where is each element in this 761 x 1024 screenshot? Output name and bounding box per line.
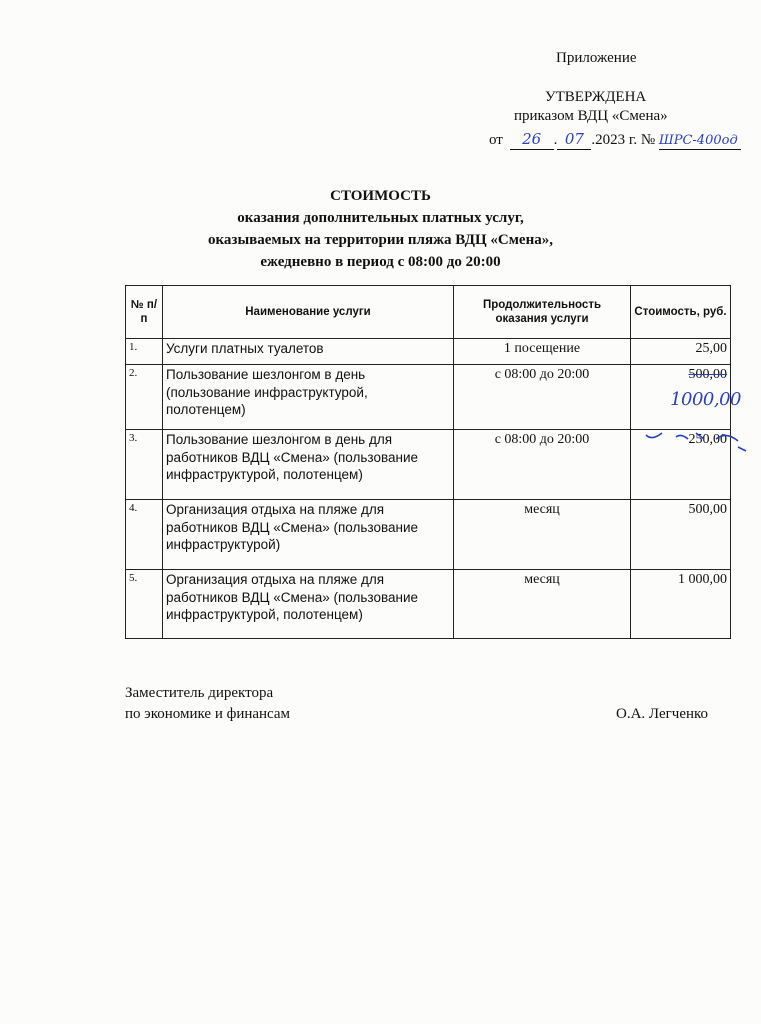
- row-cost: 25,00: [631, 339, 731, 365]
- row-num: 5.: [126, 570, 163, 639]
- approved-label: УТВЕРЖДЕНА: [545, 89, 647, 105]
- row-cost: 1 000,00: [631, 570, 731, 639]
- services-table: [125, 285, 741, 639]
- table-row: [126, 365, 731, 430]
- order-number-handwritten: ШРС-400од: [658, 133, 738, 148]
- col-header-num: № п/п: [126, 286, 163, 339]
- date-prefix: от: [489, 132, 503, 148]
- date-month-field: [557, 130, 591, 150]
- handwritten-scribble-mark: [636, 425, 754, 455]
- doc-subtitle-2: оказываемых на территории пляжа ВДЦ «Смена»,: [208, 232, 553, 248]
- table-row: [126, 570, 731, 639]
- row-duration: с 08:00 до 20:00: [454, 365, 631, 430]
- row-cost: 500,00: [631, 500, 731, 570]
- day-handwritten: 26: [522, 130, 542, 148]
- row-num: 2.: [126, 365, 163, 430]
- doc-subtitle-3: ежедневно в период с 08:00 до 20:00: [260, 254, 501, 270]
- row-num: 4.: [126, 500, 163, 570]
- signer-name: О.А. Легченко: [616, 706, 709, 722]
- signer-position-line1: Заместитель директора: [125, 685, 274, 701]
- doc-subtitle-1: оказания дополнительных платных услуг,: [237, 210, 524, 226]
- row-name: Услуги платных туалетов: [163, 339, 454, 365]
- month-handwritten: 07: [564, 130, 584, 148]
- col-header-duration: Продолжительность оказания услуги: [454, 286, 631, 339]
- table-header-row: [126, 286, 731, 339]
- signer-position-line2: по экономике и финансам: [125, 706, 291, 722]
- row-name: Пользование шезлонгом в день для работников ВДЦ «Смена» (пользование инфраструктурой, полотенцем): [163, 430, 454, 500]
- handwritten-new-cost: 1000,00: [670, 389, 741, 411]
- row-cost-struck: 500,00: [688, 367, 727, 382]
- year-suffix: .2023 г. №: [591, 132, 656, 148]
- doc-title: СТОИМОСТЬ: [330, 188, 431, 204]
- row-duration: с 08:00 до 20:00: [454, 430, 631, 500]
- row-num: 3.: [126, 430, 163, 500]
- appendix-label: Приложение: [556, 50, 637, 66]
- row-cost-cell: [631, 365, 741, 430]
- order-number-field: [659, 132, 741, 150]
- date-day-field: [510, 130, 554, 150]
- row-cost: 250,00: [631, 430, 731, 500]
- table-row: [126, 500, 731, 570]
- row-name: Пользование шезлонгом в день (пользование инфраструктурой, полотенцем): [163, 365, 454, 430]
- row-duration: 1 посещение: [454, 339, 631, 365]
- col-header-name: Наименование услуги: [163, 286, 454, 339]
- row-name: Организация отдыха на пляже для работников ВДЦ «Смена» (пользование инфраструктурой, полотенцем): [163, 570, 454, 639]
- row-duration: месяц: [454, 500, 631, 570]
- order-line: приказом ВДЦ «Смена»: [514, 108, 668, 124]
- row-name: Организация отдыха на пляже для работников ВДЦ «Смена» (пользование инфраструктурой): [163, 500, 454, 570]
- table-row: [126, 339, 731, 365]
- order-date-line: от 26 . 07 .2023 г. № ШРС-400од: [489, 130, 741, 150]
- row-num: 1.: [126, 339, 163, 365]
- row-duration: месяц: [454, 570, 631, 639]
- col-header-cost: Стоимость, руб.: [631, 286, 731, 339]
